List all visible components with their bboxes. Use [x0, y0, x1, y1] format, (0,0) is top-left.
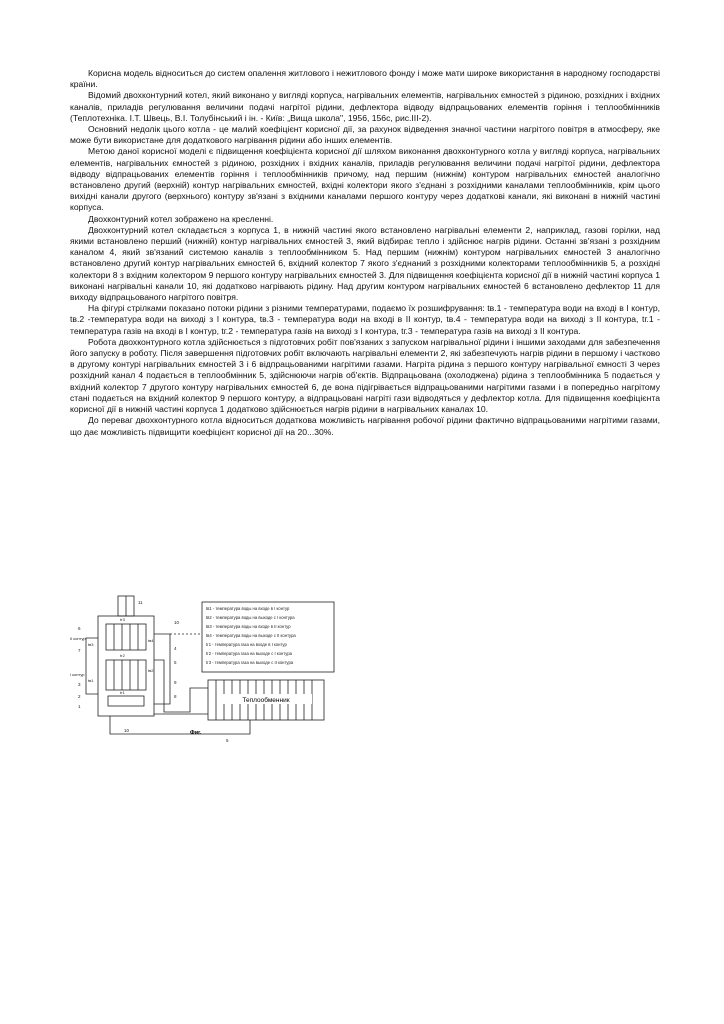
temp-mark: tв4: [148, 638, 154, 643]
part-number: 3: [78, 682, 81, 687]
part-number: 10: [174, 620, 180, 625]
figure-caption: Фиг.: [190, 730, 202, 736]
part-number: 5: [226, 738, 229, 743]
contour-label-1: I контур: [70, 672, 85, 677]
legend-line: tв2 - температура воды на выходе с I контура: [206, 615, 295, 620]
legend-line: tг1 - температура газа на входе в I контур: [206, 642, 287, 647]
part-number: 11: [138, 600, 143, 605]
paragraph-temperatures: На фігурі стрілками показано потоки рідини з різними температурами, подаємо їх розшифрування: tв.1 - температура води на вході в I контур, tв.2 -температура води на виході з I контура, tв.3 - температура води на вході в II контур, tв.4 - температура води на виході з II контура, tг.1 - температура газів на вході в I контур, tг.2 - температура газів на виході з I контура, tг.3 - температура газів на виході з II контура.: [70, 303, 660, 336]
boiler-figure: [70, 594, 350, 744]
legend-line: tв4 - температура воды на выходе с II контура: [206, 633, 296, 638]
paragraph-goal: Метою даної корисної моделі є підвищення коефіцієнта корисної дії шляхом виконання двохконтурного котла у вигляді корпуса, нагрівальних елементів, нагрівальних ємностей з рідиною, розхідних і вхідних каналів, приладів регулювання величини подачі нагрітої рідини, дефлектора відводу відпрацьованих елементів горіння і теплообмінників причому, над першим (нижнім) контуром нагрівальних ємностей аналогічно встановлено другий (верхній) контур нагрівальних ємностей, вхідні колектори якого з'єднані з розхідними каналами теплообмінників, крім цього вихідні канали другого (верхнього) контуру зв'язані з вхідними каналами першого контуру через додаткові канали, які виконані в нижній частині корпуса.: [70, 146, 660, 213]
part-number: 10: [124, 728, 130, 733]
temp-mark: tг3: [120, 617, 125, 622]
temp-mark: tг1: [120, 690, 125, 695]
paragraph-drawing-ref: Двохконтурний котел зображено на кресленні.: [88, 213, 274, 224]
document-body: [70, 68, 660, 438]
paragraph-construction: Двохконтурний котел складається з корпуса 1, в нижній частині якого встановлено нагрівальні елементи 2, наприклад, газові горілки, над якими встановлено перший (нижній) контур нагрівальних ємностей 3, який відбирає тепло і здійснює нагрів рідини. Останні зв'язані з розхідним каналом 4, який зв'язаний системою каналів з теплообмінником 5. Над першим (нижнім) контуром нагрівальних ємностей 3 аналогічно встановлено другий контур нагрівальних ємностей 6, вхідний колектор 7 якого з'єднаний з розхідними колекторами теплообмінників 5, а розхідні колектори 8 з вхідним колектором 9 першого контуру нагрівальних ємностей 3. Для підвищення коефіцієнта корисної дії в нижній частині корпуса 1 виконані нагрівальні канали 10, які додатково нагрівають рідину. Над другим контуром нагрівальних ємностей 6 встановлено дефлектор 11 для виходу відпрацьованого нагрітого повітря.: [70, 224, 660, 303]
part-number: 5: [174, 660, 177, 665]
temp-mark: tв1: [88, 678, 94, 683]
paragraph-advantages: До переваг двохконтурного котла відноситься додаткова можливість нагрівання робочої рідини фактично відпрацьованими нагрітими газами, що дає можливість підвищити коефіцієнт корисної дії на 20...30%.: [70, 415, 660, 437]
upper-contour: [106, 624, 146, 650]
legend-line: tв3 - температура воды на входе в II контур: [206, 624, 291, 629]
paragraph-operation: Робота двохконтурного котла здійснюється з підготовчих робіт пов'язаних з запуском нагрівальної рідини і іншими заходами для забезпечення його запуску в роботу. Після завершення підготовчих робіт включають нагрівальні елементи 2, які забезпечують нагрів рідини в першому і частково в другому контурі нагрівальних ємностей 3 і 6 відпрацьованими нагрітими газами. Нагріта рідина з першого контуру нагрівальної ємності 3 через розхідний канал 4 подається в теплообмінник 5, здійснюючи нагрів об'єктів. Відпрацьована (охолоджена) рідина з теплообмінника 5 подається у вхідний колектор 7 другого контуру нагрівальних ємностей 6, де вона підігрівається відпрацьованими нагрітими газами і в попередньо нагрітому стані подається на вхідний колектор 9 першого контуру, а відпрацьовані нагріті гази відводяться у дефлектор котла. Для підвищення коефіцієнта корисної дії в нижній частині корпуса 1 додатково здійснюється нагрів рідини в нагрівальних каналах 10.: [70, 336, 660, 415]
burners: [108, 696, 144, 706]
lower-contour: [106, 660, 146, 690]
temp-mark: tв2: [148, 668, 154, 673]
part-number: 2: [78, 694, 81, 699]
paragraph-drawback: Основний недолік цього котла - це малий коефіцієнт корисної дії, за рахунок відведення значної частини нагрітого повітря в атмосферу, яке може бути використане для додаткового нагрівання рідини або інших елементів.: [70, 124, 660, 146]
contour-label-2: II контур: [70, 636, 86, 641]
legend-line: tг3 - температура газа на выходе с II контура: [206, 660, 294, 665]
paragraph-intro: Корисна модель відноситься до систем опалення житлового і нежитлового фонду і може мати широке використання в народному господарстві країни.: [70, 68, 660, 90]
part-number: 7: [78, 648, 81, 653]
part-number: 4: [174, 646, 177, 651]
part-number: 9: [174, 680, 177, 685]
part-number: 6: [78, 626, 81, 631]
part-number: 8: [174, 694, 177, 699]
part-number: 1: [78, 704, 81, 709]
legend-line: tг2 - температура газа на выходе с I контура: [206, 651, 292, 656]
paragraph-prior-art: Відомий двохконтурний котел, який виконано у вигляді корпуса, нагрівальних елементів, нагрівальних ємностей з рідиною, розхідних і вхідних каналів, приладів регулювання величини подачі нагрітої рідини, дефлектора відводу відпрацьованих елементів горіння і теплообмінників (Теплотехніка. І.Т. Швець, В.І. Толубінський і ін. - Київ: „Вища школа", 1956, 156с, рис.III-2).: [70, 90, 660, 123]
exchanger-label: Теплообменник: [242, 697, 290, 704]
legend-line: tв1 - температура воды на входе в I контур: [206, 606, 290, 611]
temp-mark: tв3: [88, 642, 94, 647]
temp-mark: tг2: [120, 653, 125, 658]
